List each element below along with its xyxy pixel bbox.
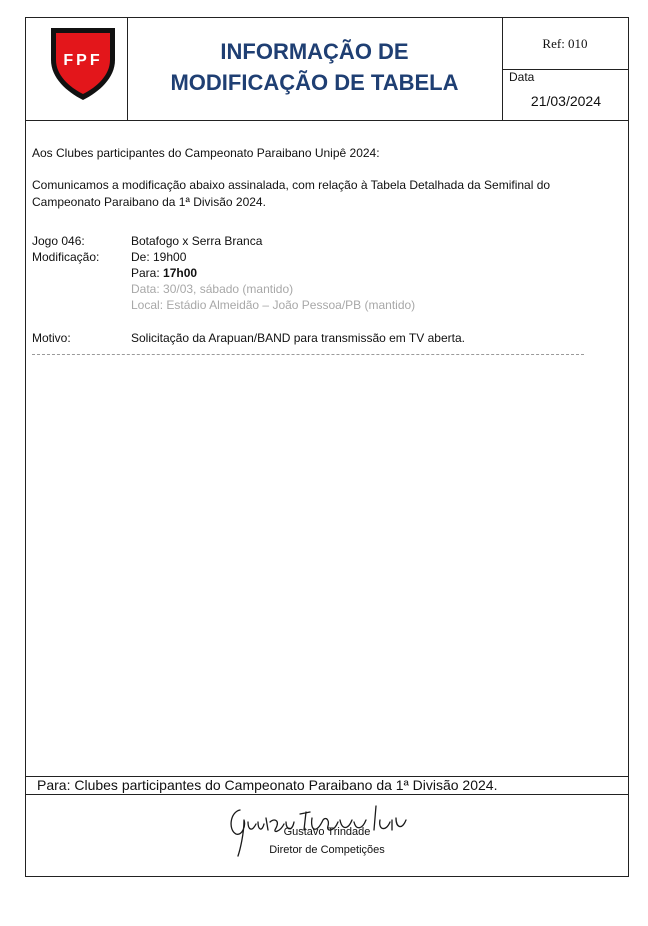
document-page — [25, 17, 629, 877]
footer-recipients: Para: Clubes participantes do Campeonato Paraibano da 1ª Divisão 2024. — [37, 777, 498, 793]
data-label: Data: — [131, 282, 160, 296]
motivo-value: Solicitação da Arapuan/BAND para transmissão em TV aberta. — [131, 331, 465, 345]
modificacao-label: Modificação: — [32, 250, 100, 264]
data-row — [131, 281, 293, 297]
date-cell — [502, 69, 628, 120]
logo-cell — [26, 18, 128, 120]
local-label: Local: — [131, 298, 164, 312]
title-line-1: INFORMAÇÃO DE — [220, 39, 409, 64]
intro-line-1: Comunicamos a modificação abaixo assinalada, com relação à Tabela Detalhada da Semifinal do — [32, 178, 551, 192]
motivo-label: Motivo: — [32, 331, 71, 345]
signature-role: Diretor de Competições — [269, 844, 385, 856]
document-title — [127, 36, 502, 98]
footer-bottom-rule — [26, 794, 628, 795]
local-row — [131, 297, 415, 313]
title-line-2: MODIFICAÇÃO DE TABELA — [170, 70, 459, 95]
para-value: 17h00 — [163, 266, 198, 280]
salutation: Aos Clubes participantes do Campeonato Paraibano Unipê 2024: — [32, 146, 380, 160]
jogo-value: Botafogo x Serra Branca — [131, 234, 263, 248]
local-value: Estádio Almeidão – João Pessoa/PB (mantido) — [166, 298, 416, 312]
reference-number: Ref: 010 — [542, 36, 588, 51]
fpf-logo — [49, 26, 117, 102]
header-table — [26, 18, 628, 121]
date-label: Data — [509, 70, 535, 84]
dashed-divider — [32, 354, 584, 355]
signature-name: Gustavo Trindade — [283, 826, 371, 838]
intro-line-2: Campeonato Paraibano da 1ª Divisão 2024. — [32, 195, 266, 209]
para-label: Para: — [131, 266, 160, 280]
logo-text: FPF — [63, 52, 103, 69]
ref-cell — [502, 18, 628, 70]
de-value: De: 19h00 — [131, 250, 187, 264]
jogo-label: Jogo 046: — [32, 234, 85, 248]
date-value: 21/03/2024 — [530, 93, 601, 109]
title-cell — [127, 18, 503, 120]
para-row — [131, 265, 197, 281]
data-value: 30/03, sábado (mantido) — [163, 282, 294, 296]
